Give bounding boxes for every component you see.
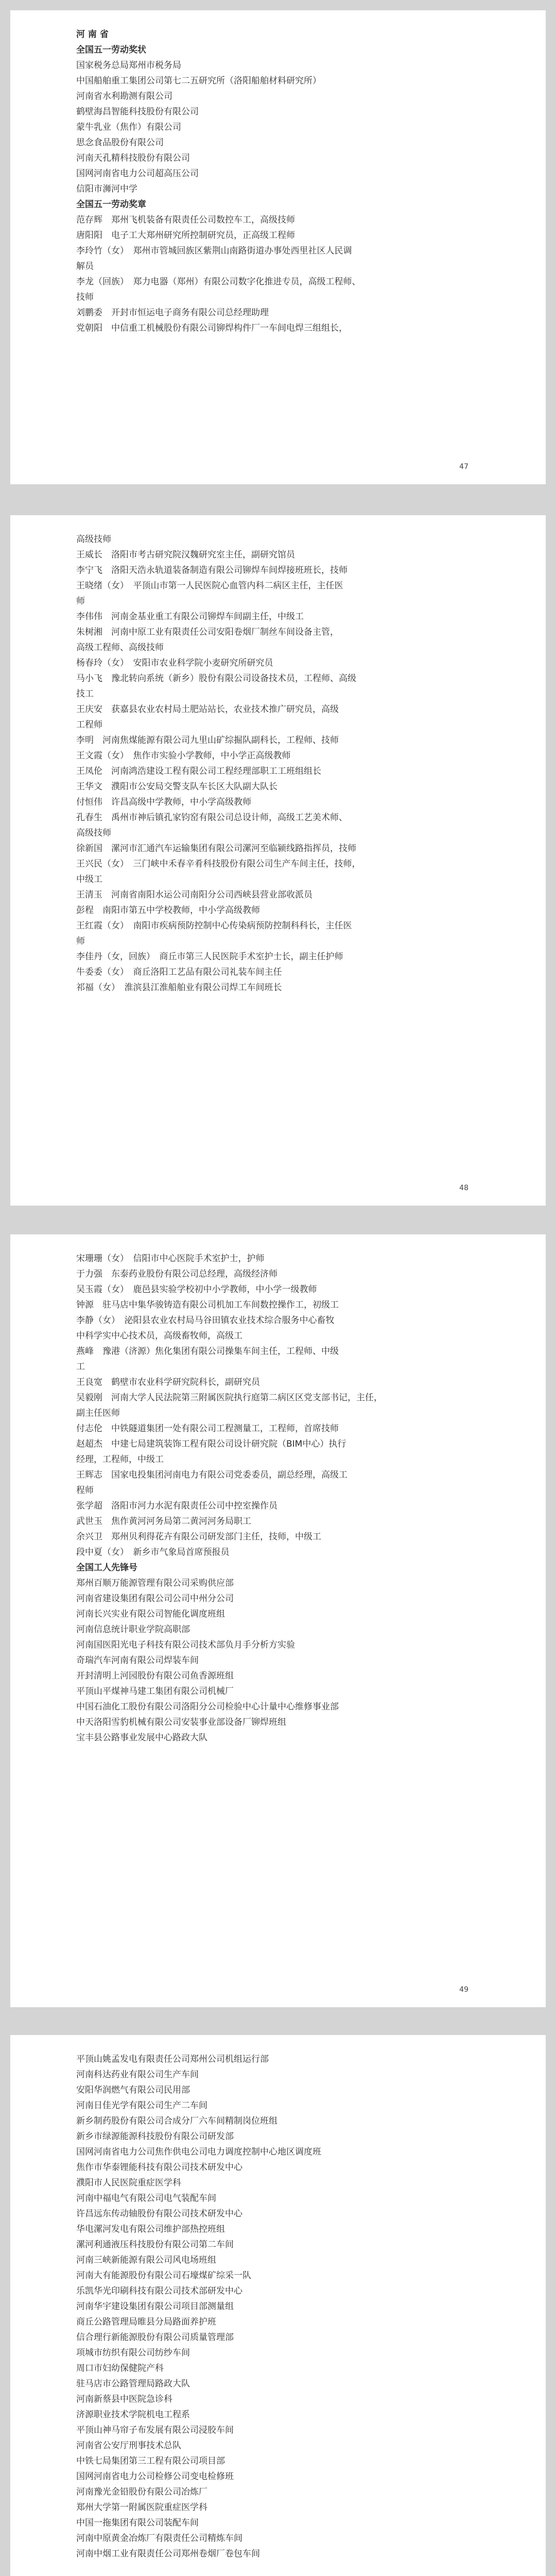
list-item: 李宁飞 洛阳天浩永轨道装备制造有限公司铆焊车间焊接班班长，技师 [76,565,348,575]
list-item: 祁福（女） 淮滨县江淮船舶业有限公司焊工车间班长 [76,982,282,993]
list-item: 开封清明上河园股份有限公司鱼香源班组 [76,1671,234,1681]
document-page-4 [10,2035,546,2576]
list-item: 彭程 南阳市第五中学校教师，中小学高级教师 [76,905,260,916]
list-item: 郑州百顺万能源管理有限公司采购供应部 [76,1578,234,1588]
list-item: 国网河南省电力公司超高压公司 [76,168,199,179]
list-item: 信合理行新能源股份有限公司质量管理部 [76,2332,234,2343]
section-heading: 全国工人先锋号 [76,1563,137,1573]
list-item: 吴玉霞（女） 鹿邑县实验学校初中小学教师，中小学一级教师 [76,1284,317,1295]
list-item: 中天洛阳雪豹机械有限公司安装事业部设备厂铆焊班组 [76,1717,286,1727]
list-item: 河南新蔡县中医院急诊科 [76,2394,172,2404]
list-item: 付志伦 中铁隧道集团一处有限公司工程测量工，工程师，首席技师 [76,1423,339,1434]
list-item: 濮阳市人民医院重症医学科 [76,2178,181,2188]
list-item: 高级工程师、高级技师 [76,642,164,653]
list-item: 师 [76,596,85,606]
list-item: 国家税务总局郑州市税务局 [76,60,181,71]
list-item: 钟源 驻马店中集华骏铸造有限公司机加工车间数控操作工，初级工 [76,1300,339,1310]
list-item: 河南三峡新能源有限公司风电场班组 [76,2255,216,2265]
list-item: 刘鹏委 开封市恒运电子商务有限公司总经理助理 [76,308,269,318]
page-number: 48 [459,1184,468,1192]
list-item: 河南大有能源股份有限公司石壕煤矿综采一队 [76,2270,251,2281]
list-item: 河南省水利勘测有限公司 [76,91,172,101]
list-item: 牛委委（女） 商丘洛阳工艺品有限公司礼装车间主任 [76,967,282,977]
list-item: 商丘公路管理局睢县分局路面养护班 [76,2317,216,2327]
document-page-1 [10,10,546,484]
section-heading: 河 南 省 [76,29,109,40]
section-heading: 全国五一劳动奖章 [76,199,146,210]
list-item: 副主任医师 [76,1408,120,1418]
list-item: 河南省公安厅刑事技术总队 [76,2441,181,2451]
document-page-3 [10,1234,546,2007]
list-item: 河南中原黄金冶炼厂有限责任公司精炼车间 [76,2533,242,2544]
list-item: 中级工 [76,874,102,885]
list-item: 河南省建设集团有限公司公司中州分公司 [76,1594,234,1604]
list-item: 段中夏（女） 新乡市气象局首席预报员 [76,1547,230,1557]
list-item: 河南信息统计职业学院高职部 [76,1624,190,1635]
section-heading: 全国五一劳动奖状 [76,45,146,55]
list-item: 王晓绪（女） 平顶山市第一人民医院心血管内科二病区主任，主任医 [76,581,343,591]
list-item: 中国船舶重工集团公司第七二五研究所（洛阳船舶材料研究所） [76,76,321,86]
list-item: 徐新国 漯河市汇通汽车运输集团有限公司漯河至临颍线路指挥员，技师 [76,843,356,854]
list-item: 宝丰县公路事业发展中心路政大队 [76,1733,207,1743]
list-item: 师 [76,936,85,946]
list-item: 王兴民（女） 三门峡中禾春辛肴科技股份有限公司生产车间主任，技师， [76,859,361,869]
list-item: 鹤壁海昌智能科技股份有限公司 [76,107,199,117]
list-item: 蒙牛乳业（焦作）有限公司 [76,122,181,132]
list-item: 平顶山姚孟发电有限责任公司郑州公司机组运行部 [76,2054,269,2064]
list-item: 安阳华润燃气有限公司民用部 [76,2085,190,2095]
list-item: 经理，工程师，中级工 [76,1454,164,1465]
page-number: 49 [459,1986,468,1994]
list-item: 于力强 东泰药业股份有限公司总经理，高级经济师 [76,1269,277,1279]
list-item: 中国石油化工股份有限公司洛阳分公司检验中心计量中心维修事业部 [76,1702,339,1712]
list-item: 程师 [76,1485,94,1496]
list-item: 思念食品股份有限公司 [76,138,164,148]
list-item: 河南中福电气有限公司电气装配车间 [76,2193,216,2204]
list-item: 张学超 洛阳市河力水泥有限责任公司中控室操作员 [76,1501,277,1511]
list-item: 河南天孔精科技股份有限公司 [76,153,190,163]
document-page-2 [10,515,546,1206]
list-item: 新乡制药股份有限公司合成分厂六车间精制岗位班组 [76,2116,277,2126]
list-item: 国网河南省电力公司检修公司变电检修班 [76,2471,234,2482]
list-item: 燕峰 豫港（济源）焦化集团有限公司操集车间主任，工程师、中级 [76,1346,339,1357]
list-item: 河南日佳光学有限公司生产二车间 [76,2100,207,2111]
list-item: 李明 河南焦煤能源有限公司九里山矿综掘队副科长，工程师、技师 [76,735,339,745]
list-item: 漯河利通液压科技股份有限公司第二车间 [76,2240,234,2250]
list-item: 解员 [76,261,94,272]
list-item: 付恒伟 许昌高级中学教师，中小学高级教师 [76,797,251,807]
list-item: 王威长 洛阳市考古研究院汉魏研究室主任，副研究馆员 [76,550,295,560]
list-item: 党朝阳 中信重工机械股份有限公司铆焊构件厂一车间电焊三组组长， [76,323,348,333]
list-item: 王凤伦 河南鸿浩建设工程有限公司工程经理部职工工班组组长 [76,766,321,776]
page-body [76,1251,484,1745]
list-item: 河南中烟工业有限责任公司郑州卷烟厂卷包车间 [76,2549,260,2559]
list-item: 赵超杰 中建七局建筑装饰工程有限公司设计研究院（BIM中心）执行 [76,1439,346,1449]
list-item: 杨春玲（女） 安阳市农业科学院小麦研究所研究员 [76,658,273,668]
list-item: 中国一拖集团有限公司装配车间 [76,2518,199,2528]
list-item: 焦作市华泰锂能科技有限公司技术研发中心 [76,2162,242,2173]
page-body [76,27,484,336]
list-item: 项城市纺织有限公司纺纱车间 [76,2348,190,2358]
list-item: 技工 [76,689,94,699]
list-item: 范存辉 郑州飞机装备有限责任公司数控车工，高级技师 [76,215,295,225]
list-item: 河南科达药业有限公司生产车间 [76,2070,199,2080]
list-item: 河南长兴实业有限公司智能化调度班组 [76,1609,225,1619]
list-item: 唐阳阳 电子工大郑州研究所控制研究员，正高级工程师 [76,230,295,241]
list-item: 中铁七局集团第三工程有限公司项目部 [76,2456,225,2466]
list-item: 周口市妇幼保健院产科 [76,2363,164,2374]
list-item: 平顶山平煤神马建工集团有限公司机械厂 [76,1686,234,1697]
page-number: 47 [459,463,468,471]
list-item: 马小飞 豫北转向系统（新乡）股份有限公司设备技术员，工程师、高级 [76,673,356,684]
list-item: 王良宽 鹤壁市农业科学研究院科长，副研究员 [76,1377,260,1387]
list-item: 许昌远东传动轴股份有限公司技术研发中心 [76,2209,242,2219]
list-item: 李佳丹（女，回族） 商丘市第三人民医院手术室护士长，副主任护师 [76,952,343,962]
list-item: 李龙（回族） 郑力电器（郑州）有限公司数字化推进专员，高级工程师、 [76,277,361,287]
list-item: 李伟伟 河南金基业重工有限公司铆焊车间副主任，中级工 [76,612,304,622]
list-item: 高级技师 [76,534,111,545]
page-body [76,532,484,995]
list-item: 王华文 濮阳市公安局交警支队车长区大队副大队长 [76,782,277,792]
list-item: 技师 [76,292,94,302]
list-item: 平顶山神马帘子布发展有限公司浸胶车间 [76,2425,234,2435]
list-item: 驻马店市公路管理局路政大队 [76,2379,190,2389]
list-item: 李玲竹（女） 郑州市管城回族区紫荆山南路街道办事处西里社区人民调 [76,246,352,256]
list-item: 王辉志 国家电投集团河南电力有限公司党委委员，副总经理，高级工 [76,1470,348,1480]
list-item: 新乡市绿源能源科技股份有限公司研发部 [76,2131,234,2142]
list-item: 宋珊珊（女） 信阳市中心医院手术室护士，护师 [76,1253,265,1264]
list-item: 朱树湘 河南中原工业有限责任公司安阳卷烟厂制丝车间设备主管， [76,627,339,637]
list-item: 李静（女） 泌阳县农业农村局马谷田镇农业技术综合服务中心畜牧 [76,1315,335,1326]
list-item: 余兴卫 郑州贝利得花卉有限公司研发部门主任，技师，中级工 [76,1532,321,1542]
list-item: 华电漯河发电有限公司维护部热控班组 [76,2224,225,2234]
list-item: 王清玉 河南省南阳水运公司南阳分公司西峡县营业部收派员 [76,890,312,900]
list-item: 国网河南省电力公司焦作供电公司电力调度控制中心地区调度班 [76,2147,321,2157]
list-item: 工程师 [76,720,102,730]
list-item: 王红霞（女） 南阳市疾病预防控制中心传染病预防控制科科长，主任医 [76,921,352,931]
list-item: 高级技师 [76,828,111,838]
list-item: 中科学实中心技术员，高级畜牧师，高级工 [76,1331,242,1341]
list-item: 奇瑞汽车河南有限公司焊装车间 [76,1655,199,1666]
list-item: 王文霞（女） 焦作市实验小学教师，中小学正高级教师 [76,751,291,761]
list-item: 郑州大学第一附属医院重症医学科 [76,2502,207,2513]
list-item: 武世玉 焦作黄河河务局第二黄河河务局职工 [76,1516,251,1527]
page-body [76,2052,484,2562]
list-item: 河南国医阳光电子科技有限公司技术部负月手分析方实验 [76,1640,295,1650]
list-item: 河南华宇建设集团有限公司项目部测量组 [76,2301,234,2312]
list-item: 河南豫光金铅股份有限公司冶炼厂 [76,2487,207,2497]
list-item: 孔春生 禹州市神后镇孔家钧窑有限公司总设计师，高级工艺美术师、 [76,812,348,823]
list-item: 工 [76,1362,85,1372]
list-item: 乐凯华光印刷科技有限公司技术部研发中心 [76,2286,242,2296]
list-item: 王庆安 获嘉县农业农村局土肥站站长，农业技术推广研究员，高级 [76,704,339,715]
list-item: 吴毅刚 河南大学人民法院第三附属医院执行庭第二病区区党支部书记，主任， [76,1393,383,1403]
list-item: 济源职业技术学院机电工程系 [76,2410,190,2420]
list-item: 信阳市浉河中学 [76,184,137,194]
